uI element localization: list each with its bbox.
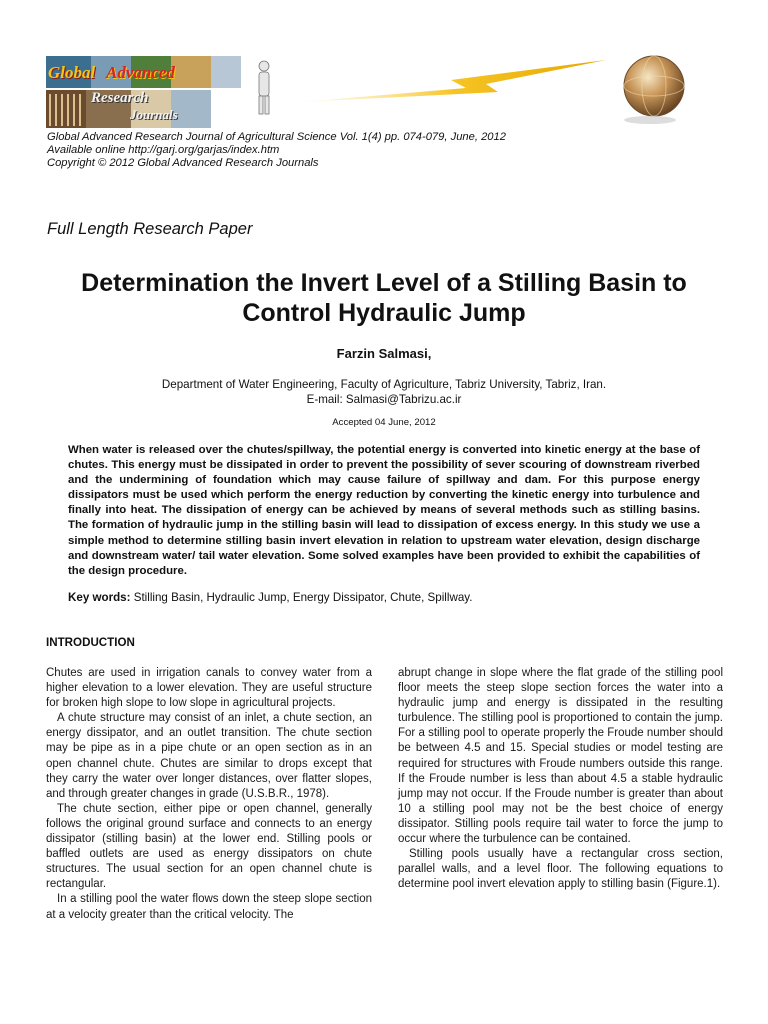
logo-word-1: Global [48, 63, 96, 82]
logo-word-3: Research [91, 90, 149, 106]
body-column-left [46, 666, 372, 923]
globe-icon [624, 56, 684, 116]
logo-tile-5 [211, 56, 241, 88]
section-heading-introduction: INTRODUCTION [46, 636, 135, 649]
journal-citation: Global Advanced Research Journal of Agricultural Science Vol. 1(4) pp. 074-079, June, 2012 [47, 131, 506, 143]
copyright: Copyright © 2012 Global Advanced Research Journals [47, 157, 319, 169]
lightning-bolt [301, 60, 606, 102]
abstract: When water is released over the chutes/spillway, the potential energy is converted into kinetic energy at the base of chutes. This energy must be dissipated in order to prevent the possibility of sever scouring of downstream riverbed and the undermining of foundation which may cause failure of spillway and dam. For this purpose energy dissipators must be used which perform the energy reduction by converting the kinetic energy into turbulence and finally into heat. The dissipation of energy can be achieved by means of several methods such as stilling basins. The formation of hydraulic jump in the stilling basin will lead to dissipation of excess energy. In this study we use a simple method to determine stilling basin invert elevation in relation to upstream water elevation, design discharge and downstream water/ tail water elevation. Some solved examples have been provided to exhibit the capabilities of the design procedure. [68, 444, 700, 577]
accepted-date: Accepted 04 June, 2012 [332, 417, 436, 428]
affiliation: Department of Water Engineering, Faculty of Agriculture, Tabriz University, Tabriz, Iran. [161, 378, 607, 391]
keywords [68, 591, 472, 604]
paragraph: In a stilling pool the water flows down the steep slope section at a velocity greater than the critical velocity. The [46, 893, 372, 921]
author-name: Farzin Salmasi, [336, 346, 432, 361]
logo-word-4: Journals [130, 107, 178, 122]
paragraph: Stilling pools usually have a rectangular cross section, parallel walls, and a level floor. The following equations to determine pool invert elevation apply to stilling basin (Figure.1). [398, 848, 723, 891]
keywords-label: Key words: [68, 591, 131, 604]
author-email: E-mail: Salmasi@Tabrizu.ac.ir [306, 393, 462, 406]
body-column-right [398, 666, 723, 892]
journal-banner [46, 50, 746, 130]
logo-word-2: Advanced [106, 63, 175, 82]
keywords-text: Stilling Basin, Hydraulic Jump, Energy Dissipator, Chute, Spillway. [130, 591, 473, 604]
paper-title: Determination the Invert Level of a Stilling Basin to Control Hydraulic Jump [81, 269, 687, 327]
logo-tile-4 [171, 56, 211, 88]
paragraph: The chute section, either pipe or open channel, generally follows the original ground surface and connects to an energy dissipator (stilling basin) at the lower end. Stilling pools or baffled outlets are used as energy dissipators on chute structures. The usual section for an open channel chute is rectangular. [46, 802, 372, 891]
paragraph: Chutes are used in irrigation canals to convey water from a higher elevation to a lower elevation. They are useful structure for broken high slope to low slope in agricultural projects. [46, 667, 372, 710]
journal-url: Available online http://garj.org/garjas/index.htm [47, 144, 280, 156]
paper-type: Full Length Research Paper [47, 220, 253, 238]
paragraph: A chute structure may consist of an inlet, a chute section, an energy dissipator, and an outlet transition. The chute section may be pipe as in a pipe chute or an open section as in an open channel chute. Chutes are similar to drops except that they carry the water over longer distances, over flatter slopes, and through greater changes in grade (U.S.B.R., 1978). [46, 712, 372, 800]
paragraph: abrupt change in slope where the flat grade of the stilling pool floor meets the steep slope section forces the water into a hydraulic jump and energy is dissipated in the resulting turbulence. The stilling pool is proportioned to contain the jump. For a stilling pool to operate properly the Froude number should be between 4.5 and 15. Special studies or model testing are required for structures with Froude numbers outside this range. If the Froude number is less than about 4.5 a stable hydraulic jump may not occur. If the Froude number is greater than about 10 a stilling pool may not be the best choice of energy dissipator. Stilling pools require tail water to force the jump to occur where the turbulence can be contained. [398, 667, 723, 846]
